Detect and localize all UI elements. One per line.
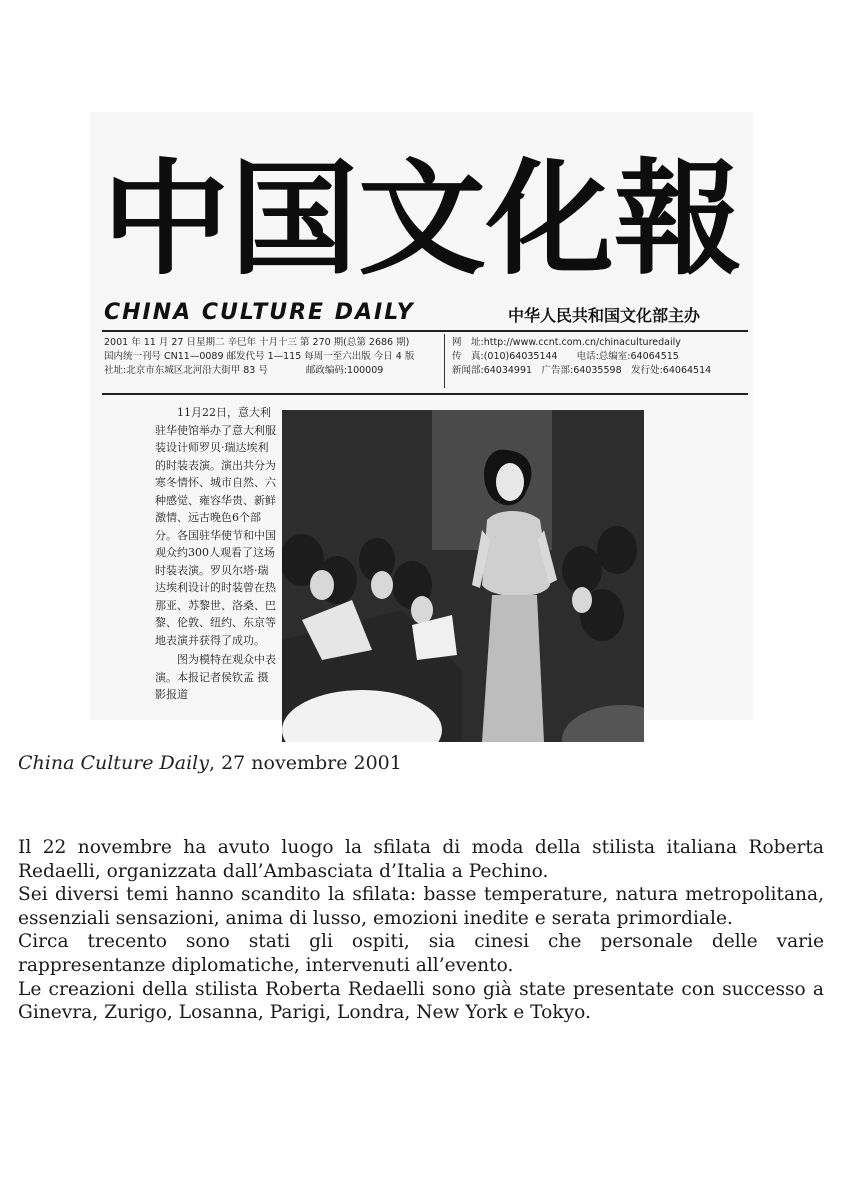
issue-info-line: 2001 年 11 月 27 日星期二 辛巳年 十月十三 第 270 期(总第 2686 期): [104, 337, 410, 348]
translation-paragraph: Le creazioni della stilista Roberta Redaelli sono già state presentate con successo a Ginevra, Zurigo, Losanna, Parigi, Londra, New York e Tokyo.: [18, 978, 824, 1024]
publication-name: China Culture Daily: [18, 752, 209, 774]
masthead-subtitle-chinese: 中华人民共和国文化部主办: [508, 306, 701, 325]
article-body: 11月22日，意大利驻华使馆举办了意大利服装设计师罗贝·瑞达埃利的时装表演。演出共分为寒冬情怀、城市自然、六种感觉、雍容华贵、新鲜激情、远古晚色6个部分。各国驻华使节和中国观众约300人观看了这场时装表演。罗贝尔塔·瑞达埃利设计的时装曾在热那亚、苏黎世、洛桑、巴黎、伦敦、纽约、东京等地表演并获得了成功。: [155, 406, 276, 647]
newspaper-clipping: [90, 112, 753, 720]
divider: [102, 393, 748, 395]
italian-translation: [18, 836, 824, 1025]
masthead-title: 中国文化報: [102, 147, 742, 292]
contact-info-line: 新闻部:64034991 广告部:64035598 发行处:64064514: [452, 365, 712, 376]
contact-info-line: 网 址:http://www.ccnt.com.cn/chinaculturedaily: [452, 337, 681, 348]
divider: [102, 330, 748, 332]
contact-info-line: 传 真:(010)64035144 电话:总编室:64064515: [452, 351, 679, 362]
source-citation: [18, 752, 402, 774]
issue-info: [104, 336, 444, 378]
contact-info: [452, 336, 752, 378]
masthead-subtitle-english: CHINA CULTURE DAILY: [104, 300, 415, 325]
divider: [444, 334, 445, 388]
translation-paragraph: Circa trecento sono stati gli ospiti, sia cinesi che personale delle varie rappresentanze diplomatiche, intervenuti all’evento.: [18, 931, 824, 976]
publication-date: , 27 novembre 2001: [209, 752, 402, 774]
translation-paragraph: Sei diversi temi hanno scandito la sfilata: basse temperature, natura metropolitana, essenziali sensazioni, anima di lusso, emozioni inedite e serata primordiale.: [18, 884, 824, 929]
issue-info-line: 社址:北京市东城区北河沿大街甲 83 号 邮政编码:100009: [104, 365, 384, 376]
translation-paragraph: Il 22 novembre ha avuto luogo la sfilata di moda della stilista italiana Roberta Redaelli, organizzata dall’Ambasciata d’Italia a Pechino.: [18, 837, 824, 882]
article-column: [155, 404, 277, 704]
masthead-calligraphy: [90, 112, 753, 312]
issue-info-line: 国内统一刊号 CN11—0089 邮发代号 1—115 每周一至六出版 今日 4 版: [104, 351, 415, 362]
photo-caption: 图为模特在观众中表演。本报记者侯钦孟 摄影报道: [155, 653, 276, 701]
fashion-show-photo: [282, 410, 644, 742]
